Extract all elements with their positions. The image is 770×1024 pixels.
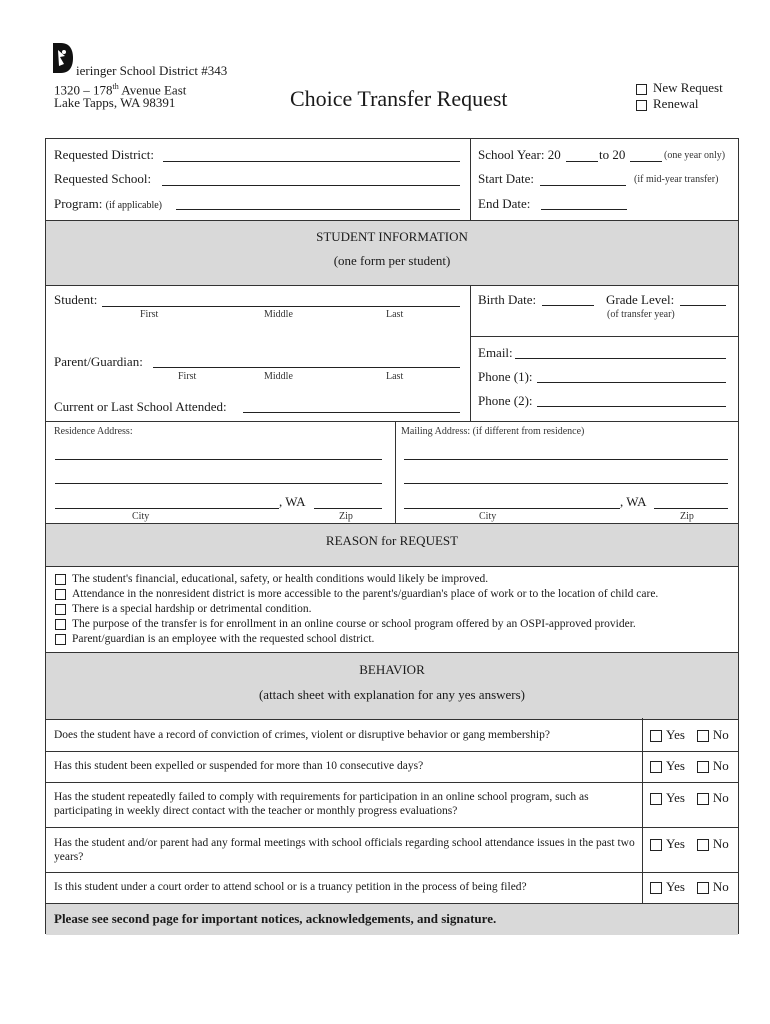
current-school-label: Current or Last School Attended: [54, 399, 227, 414]
residence-address-line2[interactable] [55, 483, 382, 484]
residence-address-label: Residence Address: [54, 426, 133, 437]
student-name-field[interactable] [102, 306, 460, 307]
residence-state-label: , WA [279, 494, 306, 509]
behavior-heading: BEHAVIOR [359, 662, 425, 677]
behavior-answer[interactable]: Yes No [650, 727, 729, 743]
mailing-address-label: Mailing Address: (if different from residence) [401, 426, 585, 437]
behavior-question: Has the student and/or parent had any formal meetings with school officials regarding school attendance issues in the past two years? [54, 837, 635, 863]
school-year-start-field[interactable] [566, 161, 598, 162]
student-first-caption: First [140, 309, 159, 320]
grade-level-note: (of transfer year) [607, 309, 675, 320]
footer-note: Please see second page for important notices, acknowledgements, and signature. [54, 911, 497, 926]
requested-school-label: Requested School: [54, 171, 152, 186]
email-field[interactable] [515, 358, 726, 359]
requested-district-field[interactable] [163, 161, 460, 162]
behavior-subheading: (attach sheet with explanation for any yes answers) [258, 687, 526, 702]
yes-checkbox[interactable] [650, 882, 662, 894]
behavior-answer[interactable]: Yes No [650, 758, 729, 774]
yes-checkbox[interactable] [650, 793, 662, 805]
phone2-label: Phone (2): [478, 393, 533, 408]
email-label: Email: [478, 345, 513, 360]
no-checkbox[interactable] [697, 882, 709, 894]
grade-level-label: Grade Level: [606, 292, 675, 307]
mailing-city-field[interactable] [404, 508, 620, 509]
mailing-address-line1[interactable] [404, 459, 728, 460]
behavior-answer[interactable]: Yes No [650, 836, 729, 852]
footer-band [46, 903, 738, 935]
current-school-field[interactable] [243, 412, 460, 413]
phone1-field[interactable] [537, 382, 726, 383]
reason-checkbox[interactable] [55, 574, 66, 585]
mailing-zip-caption: Zip [680, 511, 694, 522]
parent-middle-caption: Middle [264, 371, 293, 382]
behavior-answer[interactable]: Yes No [650, 879, 729, 895]
renewal-checkbox[interactable] [636, 100, 647, 111]
student-label: Student: [54, 292, 98, 307]
student-info-heading-band [46, 220, 738, 286]
no-checkbox[interactable] [697, 730, 709, 742]
phone2-field[interactable] [537, 406, 726, 407]
district-address-line1: 1320 – 178th Avenue East [54, 82, 187, 98]
student-middle-caption: Middle [264, 309, 293, 320]
behavior-answer[interactable]: Yes No [650, 790, 729, 806]
school-year-to-label: to 20 [599, 147, 626, 162]
program-field[interactable] [176, 209, 460, 210]
parent-last-caption: Last [386, 371, 404, 382]
requested-district-label: Requested District: [54, 147, 155, 162]
no-checkbox[interactable] [697, 793, 709, 805]
behavior-question: Is this student under a court order to attend school or is a truancy petition in the process of being filed? [54, 881, 527, 893]
reason-heading-band [46, 523, 738, 567]
start-date-field[interactable] [540, 185, 626, 186]
reason-heading: REASON for REQUEST [325, 533, 459, 548]
mailing-city-caption: City [479, 511, 497, 522]
mailing-zip-field[interactable] [654, 508, 728, 509]
page-title: Choice Transfer Request [290, 86, 508, 111]
reason-checkbox[interactable] [55, 604, 66, 615]
reason-item[interactable]: The purpose of the transfer is for enrollment in an online course or school program offered by an OSPI-approved provider. [55, 618, 636, 630]
parent-label: Parent/Guardian: [54, 354, 143, 369]
yes-checkbox[interactable] [650, 761, 662, 773]
start-date-label: Start Date: [478, 171, 534, 186]
requested-school-field[interactable] [162, 185, 460, 186]
yes-checkbox[interactable] [650, 730, 662, 742]
reason-checkbox[interactable] [55, 589, 66, 600]
residence-city-caption: City [132, 511, 150, 522]
birth-date-field[interactable] [542, 305, 594, 306]
school-year-label: School Year: 20 [478, 147, 561, 162]
start-date-note: (if mid-year transfer) [634, 174, 719, 185]
new-request-option[interactable]: New Request [636, 80, 723, 95]
yes-checkbox[interactable] [650, 839, 662, 851]
reason-item[interactable]: The student's financial, educational, safety, or health conditions would likely be improved. [55, 573, 488, 585]
district-name: ieringer School District #343 [76, 63, 228, 78]
residence-address-line1[interactable] [55, 459, 382, 460]
reason-item[interactable]: There is a special hardship or detrimental condition. [55, 603, 312, 615]
parent-name-field[interactable] [153, 367, 460, 368]
behavior-question: Has this student been expelled or suspended for more than 10 consecutive days? [54, 760, 424, 772]
no-checkbox[interactable] [697, 839, 709, 851]
residence-zip-field[interactable] [314, 508, 382, 509]
transfer-form [45, 138, 739, 934]
residence-city-field[interactable] [55, 508, 279, 509]
birth-date-label: Birth Date: [478, 292, 537, 307]
reason-checkbox[interactable] [55, 619, 66, 630]
parent-first-caption: First [178, 371, 197, 382]
end-date-label: End Date: [478, 196, 531, 211]
behavior-heading-band [46, 652, 738, 720]
student-info-heading: STUDENT INFORMATION [316, 229, 468, 244]
mailing-address-line2[interactable] [404, 483, 728, 484]
district-address-line2: Lake Tapps, WA 98391 [54, 95, 176, 110]
student-last-caption: Last [386, 309, 404, 320]
behavior-question: Has the student repeatedly failed to comply with requirements for participation in an online school program, such as participating in weekly direct contact with the teacher or monthly progress evaluations? [54, 791, 589, 817]
end-date-field[interactable] [541, 209, 627, 210]
renewal-option[interactable]: Renewal [636, 96, 698, 111]
district-logo-icon [52, 42, 74, 74]
program-label: Program: (if applicable) [54, 196, 162, 211]
school-year-end-field[interactable] [630, 161, 662, 162]
reason-item[interactable]: Attendance in the nonresident district is more accessible to the parent's/guardian's place of work or to the location of child care. [55, 588, 658, 600]
behavior-question: Does the student have a record of conviction of crimes, violent or disruptive behavior or gang membership? [54, 729, 550, 741]
phone1-label: Phone (1): [478, 369, 533, 384]
reason-checkbox[interactable] [55, 634, 66, 645]
student-info-subheading: (one form per student) [333, 253, 451, 268]
mailing-state-label: , WA [620, 494, 647, 509]
residence-zip-caption: Zip [339, 511, 353, 522]
no-checkbox[interactable] [697, 761, 709, 773]
grade-level-field[interactable] [680, 305, 726, 306]
new-request-checkbox[interactable] [636, 84, 647, 95]
reason-item[interactable]: Parent/guardian is an employee with the requested school district. [55, 633, 374, 645]
school-year-note: (one year only) [664, 150, 726, 161]
